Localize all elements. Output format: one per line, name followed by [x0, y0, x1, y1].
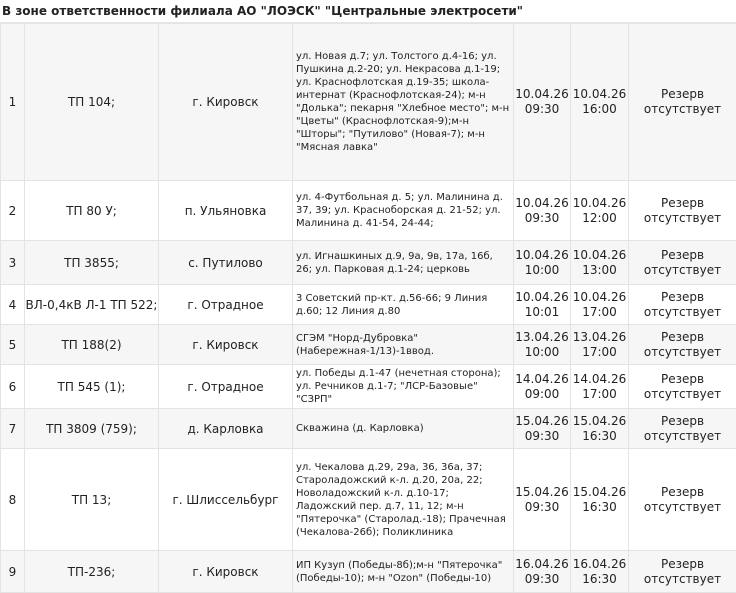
end-time: 16:30	[571, 500, 628, 515]
locality: г. Кировск	[159, 325, 293, 365]
start-datetime	[514, 24, 571, 181]
addresses: ИП Кузуп (Победы-8б);м-н "Пятерочка"(Победы-10); м-н "Ozon" (Победы-10)	[293, 551, 514, 593]
start-time: 10:01	[514, 305, 570, 320]
addresses: ул. Победы д.1-47 (нечетная сторона); ул. Речников д.1-7; "ЛСР-Базовые" "СЗРП"	[293, 365, 514, 409]
row-number: 9	[1, 551, 25, 593]
start-datetime	[514, 551, 571, 593]
object-name: ТП 188(2)	[25, 325, 159, 365]
start-datetime	[514, 181, 571, 241]
status-line-1: Резерв	[629, 372, 736, 387]
status-line-2: отсутствует	[629, 102, 736, 117]
reserve-status	[629, 181, 736, 241]
end-time: 17:00	[571, 387, 628, 402]
status-line-2: отсутствует	[629, 500, 736, 515]
end-datetime	[571, 241, 629, 285]
reserve-status	[629, 285, 736, 325]
status-line-2: отсутствует	[629, 429, 736, 444]
end-datetime	[571, 409, 629, 449]
reserve-status	[629, 365, 736, 409]
table-row	[1, 181, 736, 241]
object-name: ТП 104;	[25, 24, 159, 181]
row-number: 5	[1, 325, 25, 365]
status-line-1: Резерв	[629, 330, 736, 345]
locality: с. Путилово	[159, 241, 293, 285]
status-line-1: Резерв	[629, 87, 736, 102]
status-line-1: Резерв	[629, 248, 736, 263]
addresses: 3 Советский пр-кт. д.56-66; 9 Линия д.60; 12 Линия д.80	[293, 285, 514, 325]
start-datetime	[514, 409, 571, 449]
start-time: 09:00	[514, 387, 570, 402]
end-date: 10.04.26	[571, 290, 628, 305]
end-date: 14.04.26	[571, 372, 628, 387]
start-time: 10:00	[514, 345, 570, 360]
end-date: 15.04.26	[571, 485, 628, 500]
status-line-2: отсутствует	[629, 305, 736, 320]
start-date: 15.04.26	[514, 414, 570, 429]
start-time: 09:30	[514, 211, 570, 226]
table-row	[1, 24, 736, 181]
end-datetime	[571, 325, 629, 365]
end-time: 12:00	[571, 211, 628, 226]
end-date: 16.04.26	[571, 557, 628, 572]
addresses: ул. 4-Футбольная д. 5; ул. Малинина д. 37, 39; ул. Красноборская д. 21-52; ул. Малинина д. 41-54, 24-44;	[293, 181, 514, 241]
end-datetime	[571, 551, 629, 593]
status-line-2: отсутствует	[629, 387, 736, 402]
reserve-status	[629, 24, 736, 181]
status-line-2: отсутствует	[629, 211, 736, 226]
status-line-1: Резерв	[629, 485, 736, 500]
locality: г. Шлиссельбург	[159, 449, 293, 551]
table-row	[1, 285, 736, 325]
object-name: ТП 13;	[25, 449, 159, 551]
reserve-status	[629, 241, 736, 285]
locality: д. Карловка	[159, 409, 293, 449]
reserve-status	[629, 409, 736, 449]
end-date: 10.04.26	[571, 248, 628, 263]
status-line-1: Резерв	[629, 290, 736, 305]
start-date: 10.04.26	[514, 87, 570, 102]
status-line-2: отсутствует	[629, 572, 736, 587]
object-name: ТП 3809 (759);	[25, 409, 159, 449]
start-time: 10:00	[514, 263, 570, 278]
row-number: 8	[1, 449, 25, 551]
reserve-status	[629, 449, 736, 551]
addresses: Скважина (д. Карловка)	[293, 409, 514, 449]
row-number: 2	[1, 181, 25, 241]
start-date: 16.04.26	[514, 557, 570, 572]
start-date: 10.04.26	[514, 196, 570, 211]
end-datetime	[571, 365, 629, 409]
addresses: ул. Чекалова д.29, 29а, 36, 36а, 37; Староладожский к-л. д.20, 20а, 22; Новоладожский к-л. д.10-17; Ладожский пер. д.7, 11, 12; м-н "Пятерочка" (Старолад.-18); Прачечная (Чекалова-26б); Поликлиника	[293, 449, 514, 551]
start-datetime	[514, 285, 571, 325]
status-line-2: отсутствует	[629, 263, 736, 278]
row-number: 6	[1, 365, 25, 409]
table-row	[1, 409, 736, 449]
end-time: 16:00	[571, 102, 628, 117]
end-date: 10.04.26	[571, 196, 628, 211]
start-date: 10.04.26	[514, 290, 570, 305]
object-name: ТП 80 У;	[25, 181, 159, 241]
start-date: 15.04.26	[514, 485, 570, 500]
end-date: 13.04.26	[571, 330, 628, 345]
locality: п. Ульяновка	[159, 181, 293, 241]
status-line-2: отсутствует	[629, 345, 736, 360]
start-date: 14.04.26	[514, 372, 570, 387]
table-row	[1, 365, 736, 409]
addresses: ул. Игнашкиных д.9, 9а, 9в, 17а, 16б, 26; ул. Парковая д.1-24; церковь	[293, 241, 514, 285]
outage-table	[0, 23, 736, 593]
row-number: 7	[1, 409, 25, 449]
end-date: 10.04.26	[571, 87, 628, 102]
row-number: 3	[1, 241, 25, 285]
end-datetime	[571, 181, 629, 241]
addresses: СГЭМ "Норд-Дубровка" (Набережная-1/13)-1ввод.	[293, 325, 514, 365]
locality: г. Кировск	[159, 24, 293, 181]
row-number: 1	[1, 24, 25, 181]
start-time: 09:30	[514, 500, 570, 515]
locality: г. Отрадное	[159, 285, 293, 325]
end-time: 16:30	[571, 572, 628, 587]
end-time: 16:30	[571, 429, 628, 444]
reserve-status	[629, 325, 736, 365]
start-time: 09:30	[514, 429, 570, 444]
object-name: ВЛ-0,4кВ Л-1 ТП 522;	[25, 285, 159, 325]
status-line-1: Резерв	[629, 557, 736, 572]
end-datetime	[571, 449, 629, 551]
start-time: 09:30	[514, 102, 570, 117]
start-time: 09:30	[514, 572, 570, 587]
locality: г. Кировск	[159, 551, 293, 593]
table-row	[1, 551, 736, 593]
end-datetime	[571, 24, 629, 181]
reserve-status	[629, 551, 736, 593]
start-datetime	[514, 325, 571, 365]
start-datetime	[514, 449, 571, 551]
object-name: ТП 3855;	[25, 241, 159, 285]
start-datetime	[514, 241, 571, 285]
end-time: 13:00	[571, 263, 628, 278]
table-row	[1, 449, 736, 551]
end-date: 15.04.26	[571, 414, 628, 429]
row-number: 4	[1, 285, 25, 325]
object-name: ТП 545 (1);	[25, 365, 159, 409]
status-line-1: Резерв	[629, 196, 736, 211]
addresses: ул. Новая д.7; ул. Толстого д.4-16; ул. Пушкина д.2-20; ул. Некрасова д.1-19; ул. Краснофлотская д.19-35; школа-интернат (Краснофлотская-24); м-н "Долька"; пекарня "Хлебное место"; м-н "Цветы" (Краснофлотская-9);м-н "Шторы"; "Путилово" (Новая-7); м-н "Мясная лавка"	[293, 24, 514, 181]
end-time: 17:00	[571, 345, 628, 360]
locality: г. Отрадное	[159, 365, 293, 409]
end-datetime	[571, 285, 629, 325]
table-row	[1, 241, 736, 285]
table-row	[1, 325, 736, 365]
table-title: В зоне ответственности филиала АО "ЛОЭСК" "Центральные электросети"	[0, 0, 736, 23]
object-name: ТП-236;	[25, 551, 159, 593]
start-date: 13.04.26	[514, 330, 570, 345]
end-time: 17:00	[571, 305, 628, 320]
start-date: 10.04.26	[514, 248, 570, 263]
start-datetime	[514, 365, 571, 409]
status-line-1: Резерв	[629, 414, 736, 429]
